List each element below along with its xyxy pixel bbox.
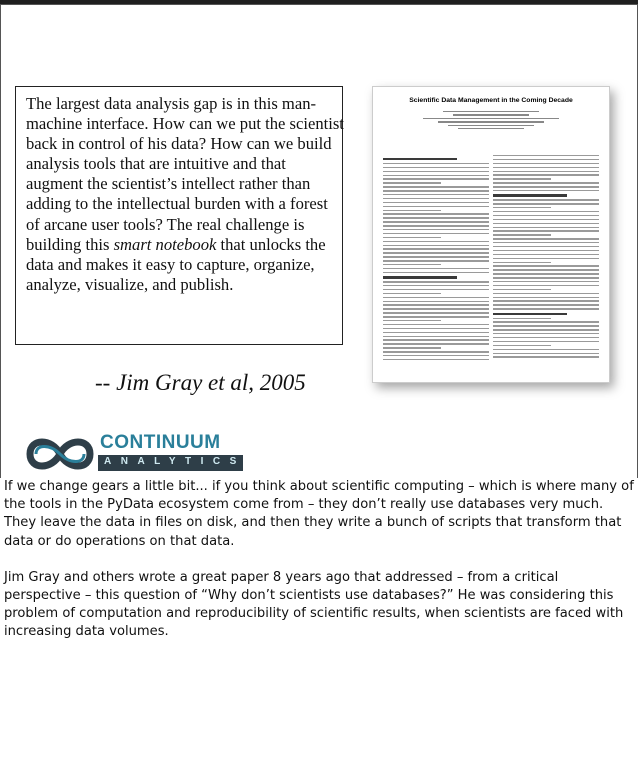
quote-text-before: The largest data analysis gap is in this man-machine interface. How can we put the scientist back in control of his data? How can we build analysis tools that are intuitive and that augment the scientist’s intellect rather than adding to the intellectual burden with a forest of arcane user tools? The real challenge is building this [26,94,344,254]
paper-text-line [383,210,441,211]
paper-text-line [383,198,489,199]
paper-text-line [383,167,489,168]
paper-text-line [493,262,551,263]
notes-paragraph-1: If we change gears a little bit... if you think about scientific computing – which is where many of the tools in the PyData ecosystem come from – they don’t really use databases very much. They leave the data in files on disk, and then they write a bunch of scripts that transform that data or do operations on that data. [4,479,634,549]
paper-text-line [383,194,489,195]
paper-text-line [383,355,489,356]
paper-text-line [383,252,489,253]
paper-heading-line [493,194,567,196]
paper-text-line [493,318,551,319]
paper-heading-line [493,313,567,315]
paper-text-line [493,174,599,175]
paper-text-line [383,248,489,249]
paper-text-line [493,273,599,274]
paper-text-line [493,246,599,247]
paper-text-line [383,289,489,290]
paper-text-line [493,223,599,224]
quote-attribution: -- Jim Gray et al, 2005 [95,370,306,395]
paper-text-line [493,269,599,270]
paper-column-left [383,155,489,363]
paper-text-line [493,341,599,342]
paper-text-line [493,219,599,220]
paper-text-line [383,328,489,329]
paper-text-line [493,178,551,179]
paper-text-line [493,254,599,255]
paper-text-line [383,332,489,333]
paper-authors-block [413,109,569,131]
paper-text-line [383,202,489,203]
paper-text-line [383,264,441,265]
paper-text-line [493,304,599,305]
paper-text-line [493,207,551,208]
paper-text-line [383,281,489,282]
paper-text-line [493,356,599,357]
paper-text-line [493,321,599,322]
paper-text-line [383,272,489,273]
paper-text-line [383,186,489,187]
paper-text-line [493,353,599,354]
paper-text-line [493,227,599,228]
paper-text-line [383,324,489,325]
paper-text-line [383,233,489,234]
paper-text-line [383,316,489,317]
paper-text-line [493,333,599,334]
paper-text-line [493,186,599,187]
paper-text-line [383,347,441,348]
paper-text-line [493,329,599,330]
paper-text-line [383,175,489,176]
paper-text-line [493,293,599,294]
paper-text-line [383,206,489,207]
paper-text-line [493,285,599,286]
paper-text-line [493,199,599,200]
paper-text-line [493,265,599,266]
paper-text-line [383,229,489,230]
paper-text-line [383,163,489,164]
paper-text-line [383,343,489,344]
paper-text-line [383,237,441,238]
paper-text-line [383,268,489,269]
paper-text-line [383,213,489,214]
paper-text-line [493,289,551,290]
paper-text-line [493,277,599,278]
logo-subtext: ANALYTICS [104,456,246,467]
paper-text-line [383,304,489,305]
paper-text-line [383,241,489,242]
paper-text-line [493,345,551,346]
paper-text-line [383,312,489,313]
paper-text-line [493,258,599,259]
paper-text-line [383,171,489,172]
paper-heading-line [383,276,457,278]
logo-wordmark: CONTINUUM [100,432,221,453]
quote-text [26,94,344,295]
paper-text-line [383,178,489,179]
paper-text-line [493,171,599,172]
paper-text-line [493,297,599,298]
paper-title: Scientific Data Management in the Coming Decade [409,97,573,104]
paper-text-line [383,260,489,261]
paper-text-line [383,190,489,191]
paper-thumbnail [372,86,610,383]
paper-text-line [383,359,489,360]
paper-text-line [493,337,599,338]
paper-column-right [493,155,599,360]
paper-text-line [493,238,599,239]
notes-paragraph-2: Jim Gray and others wrote a great paper 8 years ago that addressed – from a critical perspective – this question of “Why don’t scientists use databases?” He was considering this problem of computation and reproducibility of scientific results, when scientists are faced with increasing data volumes. [4,569,624,640]
paper-text-line [383,225,489,226]
paper-heading-line [383,158,457,160]
paper-text-line [383,217,489,218]
paper-text-line [383,245,489,246]
paper-text-line [493,215,599,216]
speaker-notes [4,478,634,660]
paper-text-line [493,182,599,183]
quote-box [15,86,343,345]
paper-text-line [493,155,599,156]
paper-text-line [493,203,599,204]
paper-text-line [493,167,599,168]
paper-text-line [383,182,441,183]
paper-text-line [383,339,489,340]
paper-text-line [493,250,599,251]
paper-text-line [493,159,599,160]
paper-text-line [493,281,599,282]
paper-text-line [383,285,489,286]
quote-text-after: that unlocks the data and makes it easy to capture, organize, analyze, visualize, and publish. [26,234,326,294]
paper-text-line [493,242,599,243]
paper-text-line [383,256,489,257]
paper-text-line [383,301,489,302]
paper-text-line [383,293,441,294]
paper-text-line [493,349,599,350]
paper-text-line [383,320,441,321]
quote-emphasis: smart notebook [113,234,217,254]
paper-text-line [383,297,489,298]
paper-text-line [493,325,599,326]
paper-text-line [383,221,489,222]
paper-text-line [493,230,599,231]
paper-text-line [493,300,599,301]
paper-text-line [493,234,551,235]
paper-text-line [383,308,489,309]
paper-text-line [493,308,599,309]
paper-text-line [383,336,489,337]
paper-text-line [493,211,599,212]
paper-text-line [493,190,599,191]
paper-text-line [493,163,599,164]
paper-text-line [383,351,489,352]
